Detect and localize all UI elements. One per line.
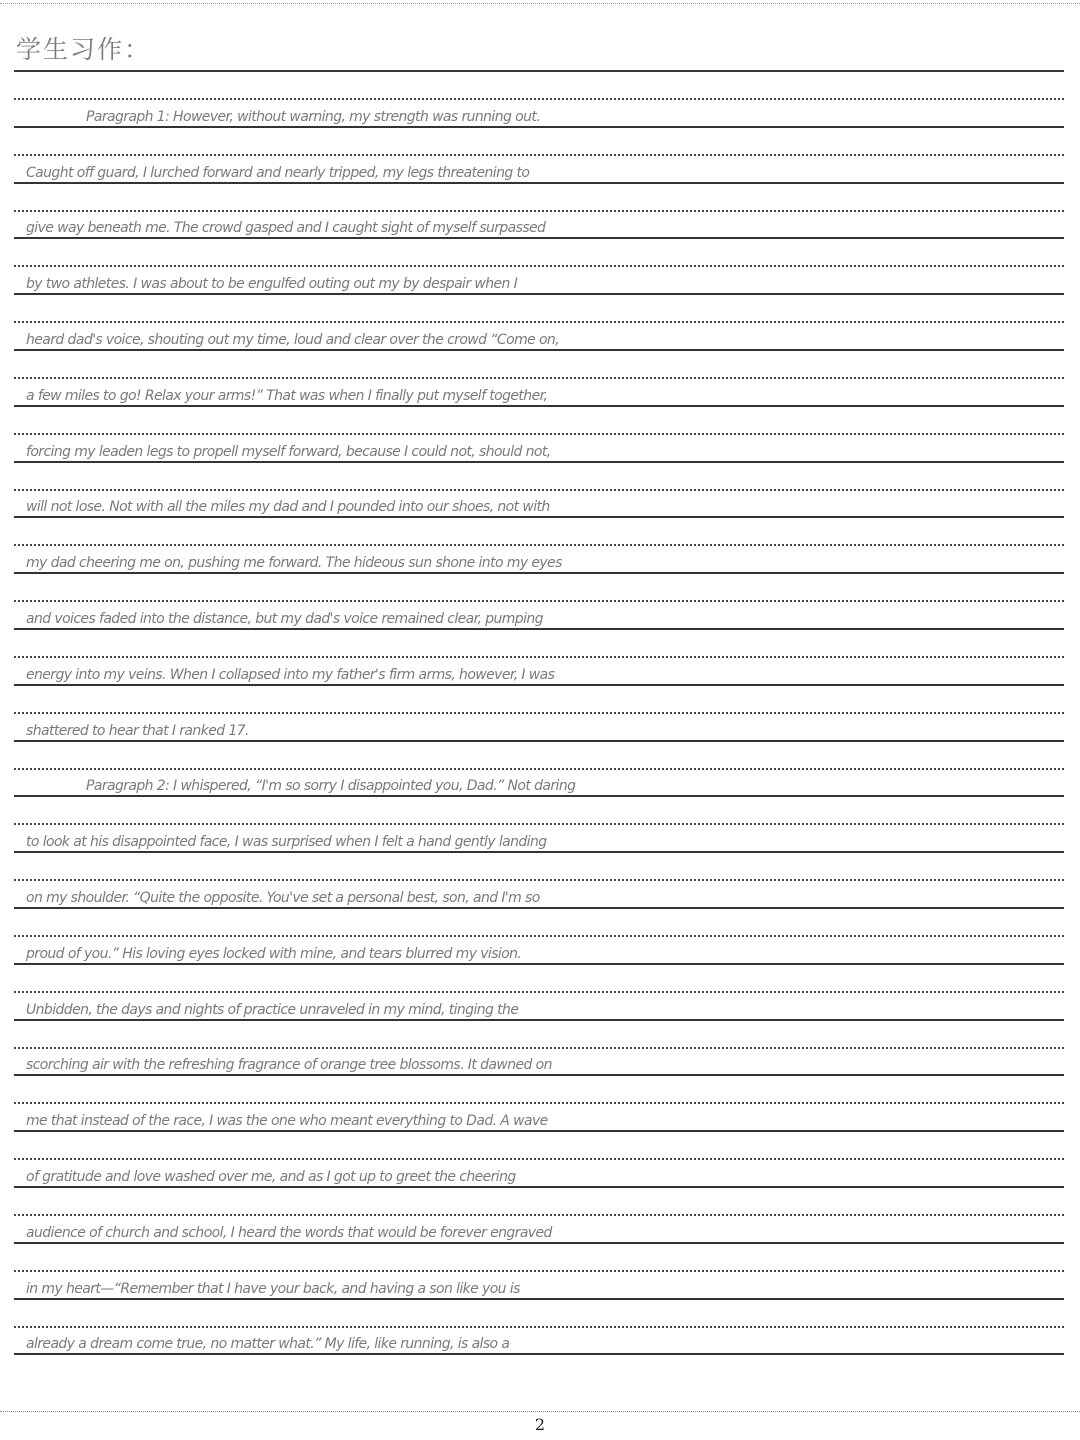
text-line <box>14 251 1064 307</box>
dotted-guide-line <box>14 879 1064 881</box>
text-line <box>14 307 1064 363</box>
line-text: scorching air with the refreshing fragrance of orange tree blossoms. It dawned on <box>26 1057 552 1074</box>
text-line <box>14 977 1064 1033</box>
line-text: me that instead of the race, I was the one who meant everything to Dad. A wave <box>26 1113 548 1130</box>
line-text: heard dad's voice, shouting out my time, loud and clear over the crowd “Come on, <box>26 331 560 348</box>
bottom-dotted-rule <box>0 1411 1080 1412</box>
top-dotted-rule <box>0 3 1080 4</box>
line-text: by two athletes. I was about to be engulfed outing out my by despair when I <box>26 276 518 293</box>
text-line <box>14 921 1064 977</box>
line-text: forcing my leaden legs to propell myself forward, because I could not, should not, <box>26 443 551 460</box>
text-line <box>14 586 1064 642</box>
line-text: a few miles to go! Relax your arms!” That was when I finally put myself together, <box>26 387 548 404</box>
line-text: proud of you.” His loving eyes locked with mine, and tears blurred my vision. <box>26 945 522 962</box>
text-line <box>14 809 1064 865</box>
dotted-guide-line <box>14 1326 1064 1328</box>
dotted-guide-line <box>14 210 1064 212</box>
page-heading: 学生习作： <box>16 35 152 64</box>
text-line <box>14 363 1064 419</box>
dotted-guide-line <box>14 1270 1064 1272</box>
text-line <box>14 1144 1064 1200</box>
line-text: shattered to hear that I ranked 17. <box>26 722 249 739</box>
dotted-guide-line <box>14 544 1064 546</box>
dotted-guide-line <box>14 321 1064 323</box>
line-text: audience of church and school, I heard the words that would be forever engraved <box>26 1224 552 1241</box>
text-line <box>14 419 1064 475</box>
dotted-guide-line <box>14 154 1064 156</box>
line-text: will not lose. Not with all the miles my dad and I pounded into our shoes, not with <box>26 499 550 516</box>
page-number: 2 <box>534 1415 546 1434</box>
dotted-guide-line <box>14 1047 1064 1049</box>
text-line <box>14 196 1064 252</box>
text-line <box>14 865 1064 921</box>
text-line <box>14 140 1064 196</box>
text-line <box>14 1200 1064 1256</box>
heading-row <box>14 28 1064 72</box>
text-line <box>14 698 1064 754</box>
dotted-guide-line <box>14 1102 1064 1104</box>
dotted-guide-line <box>14 433 1064 435</box>
line-text: Paragraph 2: I whispered, “I'm so sorry I disappointed you, Dad.” Not daring <box>86 778 576 795</box>
text-line <box>14 1088 1064 1144</box>
text-line <box>14 754 1064 810</box>
dotted-guide-line <box>14 712 1064 714</box>
dotted-guide-line <box>14 935 1064 937</box>
handwriting-lines <box>14 84 1064 1367</box>
text-line <box>14 1256 1064 1312</box>
dotted-guide-line <box>14 265 1064 267</box>
line-text: to look at his disappointed face, I was surprised when I felt a hand gently landing <box>26 834 547 851</box>
line-text: in my heart—“Remember that I have your back, and having a son like you is <box>26 1280 520 1297</box>
line-text: Caught off guard, I lurched forward and nearly tripped, my legs threatening to <box>26 164 530 181</box>
dotted-guide-line <box>14 823 1064 825</box>
dotted-guide-line <box>14 768 1064 770</box>
line-text: Unbidden, the days and nights of practice unraveled in my mind, tinging the <box>26 1001 519 1018</box>
text-line <box>14 642 1064 698</box>
line-text: and voices faded into the distance, but my dad's voice remained clear, pumping <box>26 610 543 627</box>
dotted-guide-line <box>14 991 1064 993</box>
dotted-guide-line <box>14 656 1064 658</box>
line-text: of gratitude and love washed over me, and as I got up to greet the cheering <box>26 1168 516 1185</box>
line-text: give way beneath me. The crowd gasped and I caught sight of myself surpassed <box>26 220 546 237</box>
line-text: Paragraph 1: However, without warning, my strength was running out. <box>86 108 541 125</box>
line-text: my dad cheering me on, pushing me forward. The hideous sun shone into my eyes <box>26 555 562 572</box>
dotted-guide-line <box>14 1158 1064 1160</box>
line-text: already a dream come true, no matter what.” My life, like running, is also a <box>26 1336 510 1353</box>
dotted-guide-line <box>14 377 1064 379</box>
dotted-guide-line <box>14 600 1064 602</box>
line-text: energy into my veins. When I collapsed into my father's firm arms, however, I was <box>26 666 555 683</box>
dotted-guide-line <box>14 98 1064 100</box>
line-text: on my shoulder. “Quite the opposite. You've set a personal best, son, and I'm so <box>26 889 540 906</box>
text-line <box>14 1033 1064 1089</box>
dotted-guide-line <box>14 489 1064 491</box>
dotted-guide-line <box>14 1214 1064 1216</box>
text-line <box>14 84 1064 140</box>
text-line <box>14 475 1064 531</box>
text-line <box>14 1312 1064 1368</box>
text-line <box>14 530 1064 586</box>
